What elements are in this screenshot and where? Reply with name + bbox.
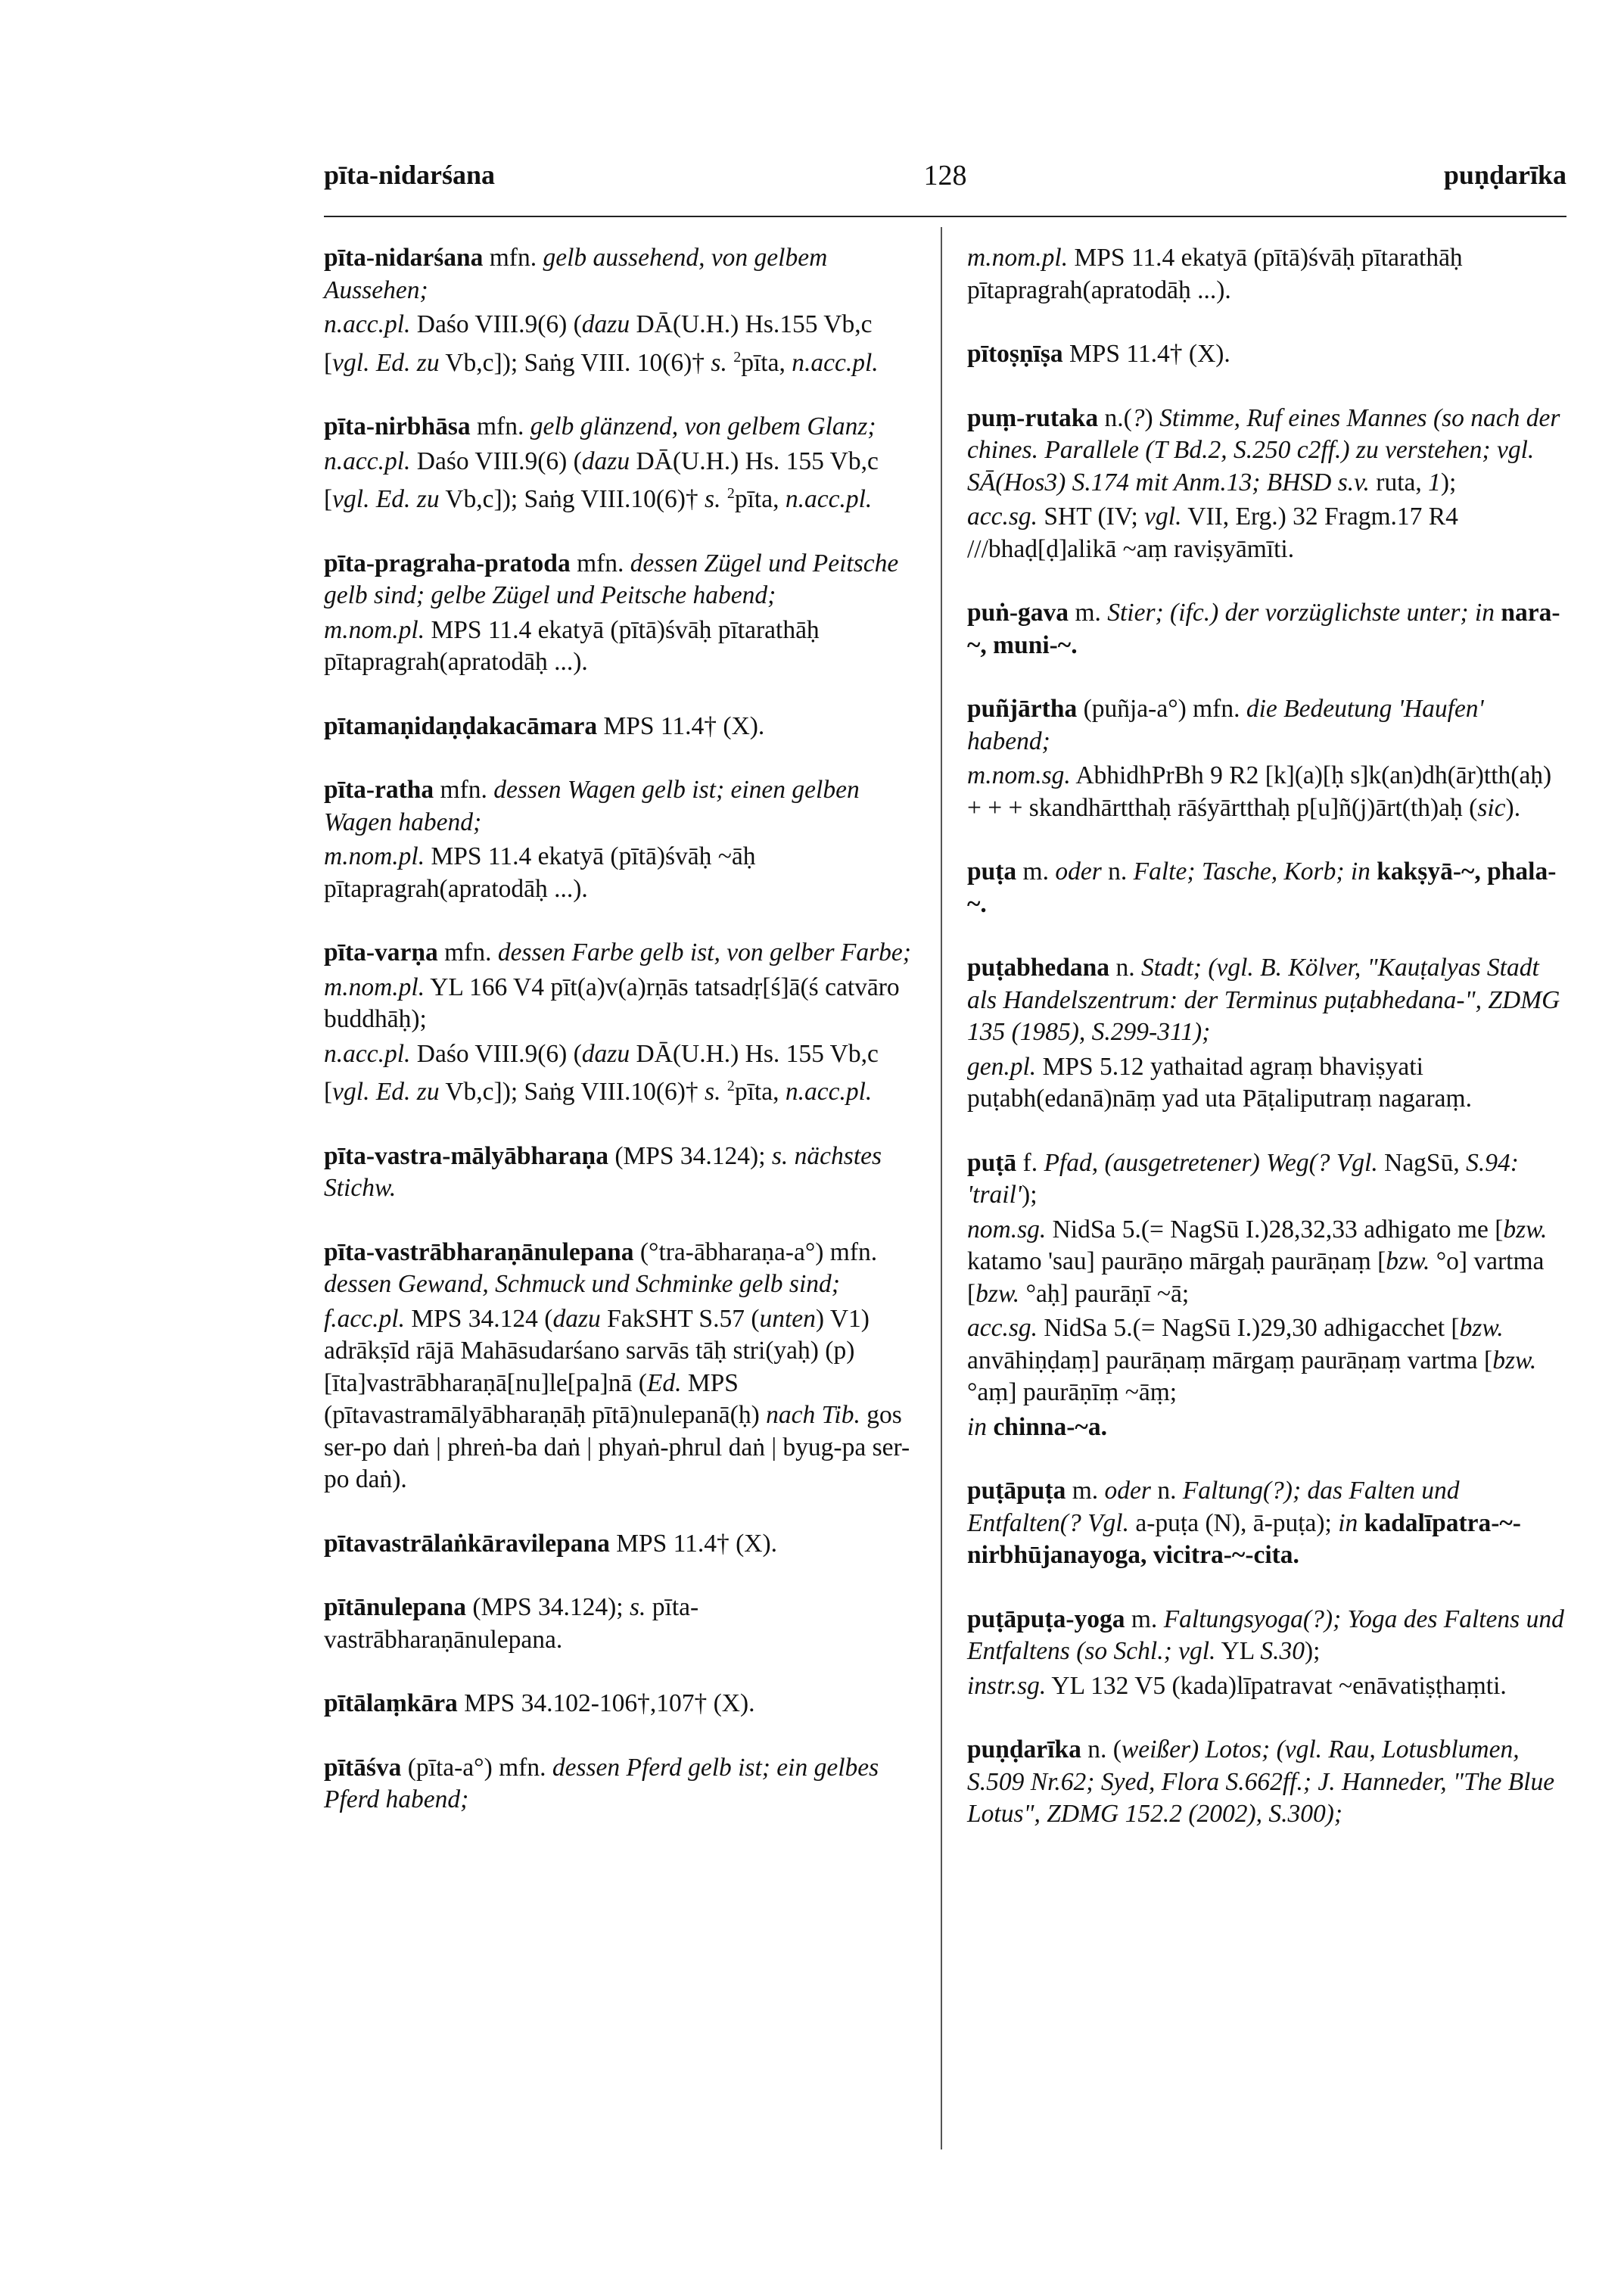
citation-text: [720, 1078, 726, 1106]
case-label: n.acc.pl.: [792, 348, 879, 377]
dictionary-entry: [324, 1688, 922, 1720]
note: vgl. Ed. zu: [332, 485, 440, 513]
citation-text: pīta,: [734, 485, 786, 513]
citation-text: Daśo VIII.9(6) (: [410, 310, 582, 338]
headword: pīta-ratha: [324, 776, 434, 804]
note: bzw.: [975, 1279, 1020, 1308]
grammar: n.: [1150, 1477, 1183, 1505]
citation: [967, 1051, 1566, 1116]
citation-text: NidSa 5.(= NagSū I.)28,32,33 adhigato me [: [1046, 1215, 1504, 1244]
headword: puṭa: [967, 858, 1017, 886]
grammar: mfn.: [483, 244, 543, 272]
citation-text: NidSa 5.(= NagSū I.)29,30 adhigacchet [: [1038, 1314, 1460, 1342]
entry-definition: [967, 1734, 1566, 1831]
grammar: mfn.: [437, 939, 498, 967]
citation: [967, 1312, 1566, 1409]
note: bzw.: [1503, 1215, 1548, 1244]
citation-text: °o] vartma [: [967, 1247, 1545, 1308]
citation-text: Vb,c]); Saṅg VIII.10(6)†: [439, 485, 705, 513]
case-label: m.nom.pl.: [967, 244, 1069, 272]
case-label: n.acc.pl.: [785, 485, 873, 513]
entry-definition: [324, 1141, 922, 1205]
entry-definition: [324, 411, 922, 444]
citation: [324, 841, 922, 905]
entry-definition: [967, 338, 1566, 371]
note: in: [1338, 1508, 1358, 1537]
citation-text: DĀ(U.H.) Hs. 155 Vb,c [: [324, 447, 879, 513]
meaning: gelb glänzend, von gelbem Glanz;: [530, 412, 876, 440]
dictionary-entry: [967, 693, 1566, 824]
headword: puṭabhedana: [967, 954, 1110, 982]
dictionary-entry: [324, 411, 922, 516]
citation-text: DĀ(U.H.) Hs. 155 Vb,c [: [324, 1039, 879, 1106]
citation-text: MPS 11.4† (X).: [1062, 340, 1230, 368]
headword: pītamaṇidaṇḍakacāmara: [324, 711, 598, 740]
headword: puṭāpuṭa-yoga: [967, 1605, 1125, 1633]
entry-definition: [324, 1592, 922, 1656]
citation-text: MPS 34.124 (: [404, 1304, 553, 1333]
citation-text: MPS 5.12 yathaitad agraṃ bhaviṣyati puṭabh(edanā)nāṃ yad uta Pāṭaliputraṃ nagaraṃ.: [967, 1052, 1472, 1113]
citation-text: [727, 349, 733, 377]
headword: pīta-nirbhāsa: [324, 412, 471, 440]
citation-text: °aṃ] paurāṇīṃ ~āṃ;: [967, 1378, 1178, 1406]
citation-text: YL 166 V4 pīt(a)v(a)rṇās tatsadṛ[ś]ā(ś catvāro buddhāḥ);: [324, 973, 900, 1033]
grammar: n. (: [1081, 1735, 1122, 1763]
headword: pīta-vastrābharaṇānulepana: [324, 1237, 634, 1266]
citation-text: MPS 11.4 ekatyā (pītā)śvāḥ ~āḥ pītapragrah(apratodāḥ ...).: [324, 842, 756, 903]
citation-text: pīta,: [741, 348, 792, 377]
citation-text: ) V1) adrākṣīd rājā Mahāsudarśano sarvās tāḥ stri(yaḥ) (p)[īta]vastrābharaṇā[nu]le[pa]nā (: [324, 1304, 870, 1397]
citation: [324, 615, 922, 679]
entry-definition: [967, 1147, 1566, 1212]
entry-definition: [324, 937, 922, 970]
citation-text: NagSū,: [1377, 1148, 1467, 1177]
dictionary-entry: [967, 1147, 1566, 1444]
grammar: (°tra-ābharaṇa-a°) mfn.: [633, 1237, 878, 1266]
entry-definition: [967, 403, 1566, 500]
dictionary-entry: [967, 1734, 1566, 1831]
citation: [967, 242, 1566, 307]
grammar: (pīta-a°) mfn.: [401, 1753, 552, 1782]
case-label: n.acc.pl.: [324, 1039, 411, 1068]
citation-text: MPS (pītavastramālyābharaṇāḥ pītā)nulepanā(ḥ): [324, 1368, 767, 1429]
citation-text: YL 132 V5 (kada)līpatravat ~enāvatiṣṭhaṃti.: [1046, 1671, 1507, 1700]
headword: puñjārtha: [967, 695, 1078, 723]
headword: puṅ-gava: [967, 599, 1069, 627]
note: in: [967, 1412, 988, 1441]
grammar: ?: [1131, 403, 1145, 432]
citation: [967, 1670, 1566, 1703]
compound-forms: nara-~, muni-~.: [967, 599, 1560, 659]
entry-definition: [967, 952, 1566, 1049]
meaning: Falte; Tasche, Korb; in: [1133, 858, 1370, 886]
meaning: oder: [1104, 1477, 1151, 1505]
case-label: instr.sg.: [967, 1671, 1047, 1700]
dictionary-entry: [967, 952, 1566, 1116]
headword: pītāśva: [324, 1753, 402, 1782]
citation-text: °aḥ] paurāṇī ~ā;: [1019, 1279, 1190, 1308]
citation-text: katamo 'sau] paurāṇo mārgaḥ paurāṇaṃ [: [967, 1247, 1386, 1275]
citation-text: MPS 11.4† (X).: [609, 1529, 778, 1558]
compound-forms: chinna-~a.: [993, 1412, 1107, 1441]
note: vgl. Ed. zu: [332, 1078, 440, 1106]
grammar: mfn.: [470, 412, 530, 440]
note: bzw.: [1492, 1346, 1537, 1374]
page-header: [324, 159, 1566, 204]
citation-text: [720, 485, 726, 513]
entry-definition: [967, 693, 1566, 758]
headword: pīta-pragraha-pratoda: [324, 549, 571, 577]
grammar: m.: [1069, 599, 1108, 627]
running-head-left: pīta-nidarśana: [324, 160, 496, 190]
grammar: n.: [1101, 858, 1134, 886]
citation-text: );: [1304, 1637, 1321, 1665]
meaning: Stimme, Ruf eines Mannes (so nach der chines. Parallele (T Bd.2, S.250 c2ff.) zu verstehen; vgl. SĀ(Hos3) S.174 mit Anm.13; BHSD s.v.: [967, 403, 1560, 496]
entry-definition: [324, 1237, 922, 1301]
citation-text: DĀ(U.H.) Hs.155 Vb,c [: [324, 310, 873, 377]
headword: pītānulepana: [324, 1593, 467, 1621]
entry-definition: [324, 1528, 922, 1561]
case-label: acc.sg.: [967, 1314, 1038, 1342]
citation-text: ).: [1505, 793, 1521, 822]
dictionary-entry: [967, 1604, 1566, 1703]
meaning: gelb aussehend, von gelbem Aussehen;: [324, 244, 828, 304]
dictionary-entry: [967, 1475, 1566, 1572]
superscript: 2: [726, 485, 735, 502]
grammar: ): [1144, 403, 1160, 432]
dictionary-entry: [967, 242, 1566, 307]
entry-definition: [324, 548, 922, 612]
entry-definition: [967, 597, 1566, 661]
citation-text: YL: [1215, 1637, 1261, 1665]
compound-forms: kakṣyā-~, phala-~.: [967, 858, 1557, 918]
case-label: m.nom.sg.: [967, 761, 1071, 789]
meaning: dessen Pferd gelb ist; ein gelbes Pferd habend;: [324, 1753, 879, 1813]
citation-text: MPS 11.4 ekatyā (pītā)śvāḥ pītarathāḥ pītapragrah(apratodāḥ ...).: [324, 615, 820, 676]
note: dazu: [552, 1304, 601, 1333]
citation: [324, 1038, 922, 1109]
citation-text: AbhidhPrBh 9 R2 [k](a)[ḥ s]k(an)dh(ār)tth(aḥ) + + + skandhārtthaḥ rāśyārtthaḥ p[u]ñ(j)ārt(th)aḥ (: [967, 761, 1552, 822]
entry-definition: [967, 1604, 1566, 1668]
citation-text: pīta,: [734, 1078, 786, 1106]
citation-text: gos ser-po daṅ | phreṅ-ba daṅ | phyaṅ-phrul daṅ | byug-pa ser-po daṅ).: [324, 1401, 910, 1493]
note: s.: [711, 348, 727, 377]
citation-text: Vb,c]); Saṅg VIII.10(6)†: [439, 1078, 705, 1106]
meaning: Faltung(?); das Falten und Entfalten(? Vgl.: [967, 1477, 1460, 1537]
entry-definition: [324, 1688, 922, 1720]
meaning: Pfad, (ausgetretener) Weg(? Vgl.: [1044, 1148, 1378, 1177]
headword: pīta-vastra-mālyābharaṇa: [324, 1141, 608, 1170]
note: sic: [1477, 793, 1506, 822]
citation-text: FakSHT S.57 (: [600, 1304, 760, 1333]
citation-text: ruta,: [1369, 468, 1429, 496]
citation: [324, 309, 922, 379]
case-label: f.acc.pl.: [324, 1304, 405, 1333]
running-head-right: puṇḍarīka: [1443, 160, 1566, 190]
note: s.: [705, 485, 721, 513]
citation-text: Daśo VIII.9(6) (: [410, 447, 582, 475]
note: S.30: [1260, 1637, 1305, 1665]
note: S.94: 'trail': [967, 1148, 1519, 1209]
dictionary-entry: [324, 242, 922, 379]
citation-text: [1358, 1509, 1364, 1537]
note: vgl. Ed. zu: [332, 348, 440, 377]
entry-definition: [324, 242, 922, 307]
dictionary-entry: [324, 1237, 922, 1496]
right-column: [967, 242, 1566, 1863]
citation-text: Daśo VIII.9(6) (: [410, 1039, 582, 1068]
dictionary-entry: [324, 1752, 922, 1816]
note: bzw.: [1459, 1314, 1504, 1342]
dictionary-entry: [324, 937, 922, 1109]
grammar: m.: [1125, 1605, 1164, 1633]
case-label: n.acc.pl.: [324, 310, 411, 338]
citation-text: );: [1440, 468, 1457, 496]
citation-text: MPS 11.4 ekatyā (pītā)śvāḥ pītarathāḥ pītapragrah(apratodāḥ ...).: [967, 244, 1463, 304]
grammar: mfn.: [570, 549, 630, 577]
case-label: m.nom.pl.: [324, 615, 425, 644]
left-column: [324, 242, 922, 1848]
compound-forms: kadalīpatra-~-nirbhūjanayoga, vicitra-~-cita.: [967, 1508, 1521, 1569]
grammar: n.: [1109, 954, 1141, 982]
entry-definition: [967, 1475, 1566, 1572]
citation-text: VII, Erg.) 32 Fragm.17 R4 ///bhaḍ[ḍ]alikā ~aṃ raviṣyāmīti.: [967, 503, 1458, 563]
grammar: (puñja-a°) mfn.: [1077, 695, 1246, 723]
citation-text: Vb,c]); Saṅg VIII. 10(6)†: [439, 348, 711, 377]
meaning: dessen Wagen gelb ist; einen gelben Wagen habend;: [324, 776, 860, 836]
citation-text: (MPS 34.124);: [466, 1593, 630, 1621]
entry-definition: [324, 1752, 922, 1816]
dictionary-entry: [324, 548, 922, 679]
citation-text: a-puṭa (N), ā-puṭa);: [1129, 1508, 1339, 1537]
entry-definition: [324, 774, 922, 839]
page-number: 128: [923, 160, 967, 191]
note: nach Tib.: [766, 1401, 860, 1429]
grammar: f.: [1016, 1148, 1044, 1177]
note: unten: [759, 1304, 816, 1333]
citation-text: (MPS 34.124);: [608, 1141, 772, 1170]
note: vgl.: [1144, 503, 1182, 531]
headword: pīta-varṇa: [324, 939, 438, 967]
note: dazu: [581, 1039, 630, 1068]
meaning: dessen Farbe gelb ist, von gelber Farbe;: [497, 939, 911, 967]
note: 1: [1428, 468, 1441, 496]
headword: puṇḍarīka: [967, 1735, 1081, 1763]
dictionary-entry: [324, 711, 922, 743]
citation-text: MPS 34.102-106†,107† (X).: [457, 1689, 755, 1717]
note: s.: [705, 1078, 721, 1106]
meaning: dessen Zügel und Peitsche gelb sind; gelbe Zügel und Peitsche habend;: [324, 549, 899, 609]
note: s.: [629, 1593, 646, 1621]
citation: [967, 760, 1566, 824]
dictionary-entry: [967, 338, 1566, 371]
superscript: 2: [726, 1078, 735, 1094]
dictionary-entry: [324, 1592, 922, 1656]
headword: puṃ-rutaka: [967, 403, 1099, 432]
dictionary-entry: [324, 774, 922, 905]
note: bzw.: [1386, 1247, 1430, 1275]
dictionary-entry: [967, 597, 1566, 661]
case-label: gen.pl.: [967, 1052, 1037, 1081]
citation: [324, 1303, 922, 1496]
meaning: dessen Gewand, Schmuck und Schminke gelb sind;: [324, 1270, 840, 1298]
case-label: acc.sg.: [967, 503, 1038, 531]
citation: [324, 446, 922, 516]
superscript: 2: [733, 348, 742, 366]
headword: puṭāpuṭa: [967, 1477, 1066, 1505]
citation: [967, 1412, 1566, 1444]
meaning: Stadt; (vgl. B. Kölver, "Kauṭalyas Stadt als Handelszentrum: der Terminus puṭabhedana-", ZDMG 135 (1985), S.299-311);: [967, 954, 1560, 1046]
headword: pīta-nidarśana: [324, 244, 484, 272]
citation-text: );: [1022, 1181, 1038, 1209]
meaning: weißer) Lotos; (vgl. Rau, Lotusblumen, S.509 Nr.62; Syed, Flora S.662ff.; J. Hanneder, "The Blue Lotus", ZDMG 152.2 (2002), S.300);: [967, 1735, 1555, 1828]
citation-text: MPS 11.4† (X).: [597, 711, 765, 740]
header-rule: [324, 216, 1566, 217]
citation-text: anvāhiṇḍaṃ] paurāṇaṃ mārgaṃ paurāṇaṃ vartma [: [967, 1346, 1493, 1374]
meaning: oder: [1055, 858, 1102, 886]
citation-text: pīta-vastrābharaṇānulepana.: [324, 1593, 699, 1654]
note: dazu: [581, 310, 630, 338]
case-label: n.acc.pl.: [785, 1078, 873, 1106]
citation: [967, 501, 1566, 565]
entry-definition: [324, 711, 922, 743]
meaning: Stier; (ifc.) der vorzüglichste unter; in: [1107, 599, 1495, 627]
case-label: m.nom.pl.: [324, 842, 425, 870]
citation: [967, 1214, 1566, 1311]
grammar: n.(: [1098, 403, 1132, 432]
meaning: die Bedeutung 'Haufen' habend;: [967, 695, 1484, 755]
column-divider: [941, 227, 942, 2149]
entry-definition: [967, 856, 1566, 920]
grammar: m.: [1066, 1477, 1105, 1505]
case-label: nom.sg.: [967, 1215, 1047, 1244]
headword: pītālaṃkāra: [324, 1689, 458, 1717]
dictionary-entry: [967, 403, 1566, 566]
grammar: m.: [1016, 858, 1056, 886]
headword: pītavastrālaṅkāravilepana: [324, 1529, 610, 1558]
case-label: m.nom.pl.: [324, 973, 425, 1001]
headword: pītoṣṇīṣa: [967, 340, 1063, 368]
meaning: Faltungsyoga(?); Yoga des Faltens und Entfaltens (so Schl.; vgl.: [967, 1605, 1564, 1665]
note: Ed.: [646, 1368, 682, 1397]
citation: [324, 972, 922, 1036]
headword: puṭā: [967, 1148, 1017, 1177]
note: s. nächstes Stichw.: [324, 1141, 882, 1202]
case-label: n.acc.pl.: [324, 447, 411, 475]
dictionary-entry: [324, 1141, 922, 1205]
citation-text: SHT (IV;: [1038, 503, 1145, 531]
dictionary-entry: [324, 1528, 922, 1561]
grammar: mfn.: [434, 776, 494, 804]
dictionary-entry: [967, 856, 1566, 920]
note: dazu: [581, 447, 630, 475]
